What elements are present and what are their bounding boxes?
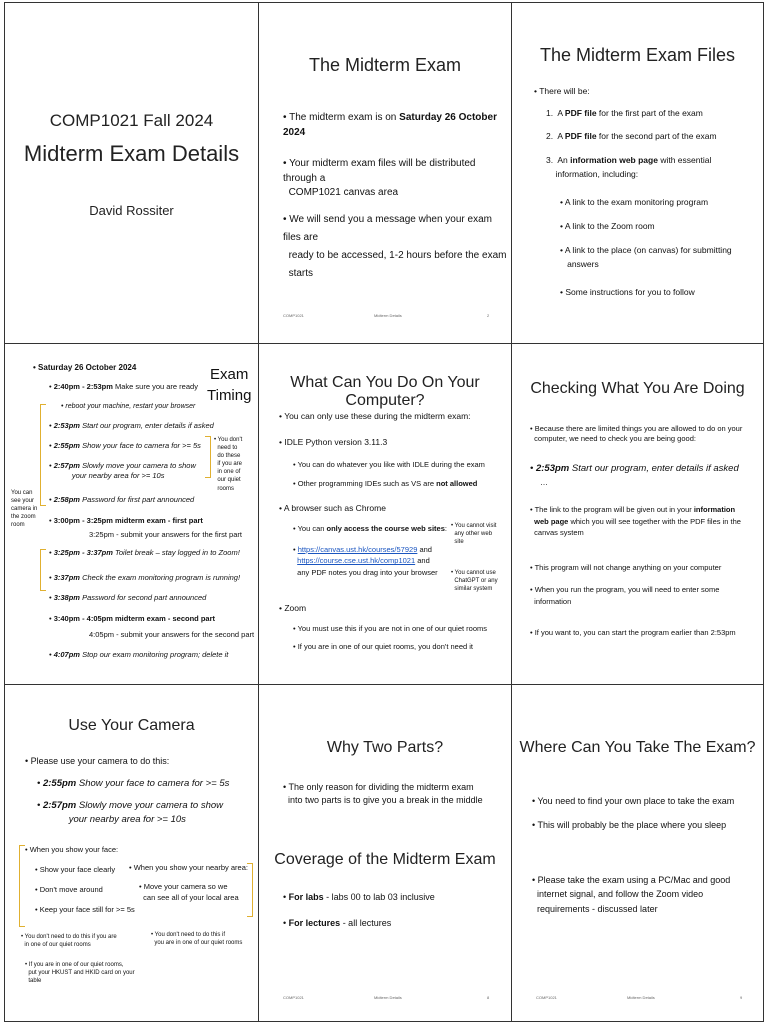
bullet: • There will be: — [534, 86, 590, 96]
bullet: • You need to find your own place to take the exam — [532, 796, 735, 806]
note-line: do these — [214, 453, 241, 460]
note-line: ChatGPT or any — [451, 578, 498, 585]
bullet: • For lectures - all lectures — [283, 918, 392, 928]
author: David Rossiter — [89, 203, 174, 218]
sub-bullet: • You can only access the course web sites: — [293, 524, 447, 533]
timing-row: • 2:55pm Show your face to camera for >= 5s — [49, 441, 201, 450]
bullet: • 2:53pm Start our program, enter details if asked — [530, 463, 739, 474]
quiet-room-note — [214, 436, 242, 493]
footer-course: COMP1021 — [283, 995, 304, 1000]
id-card-note: • If you are in one of our quiet rooms, put your HKUST and HKID card on your table — [25, 962, 135, 985]
bullet: • When you run the program, you will need to enter some information — [530, 585, 720, 606]
course-site-link[interactable]: https://course.cse.ust.hk/comp1021 — [297, 556, 416, 566]
timing-row: • 3:37pm Check the exam monitoring program is running! — [49, 573, 241, 582]
note-line: similar system — [451, 586, 493, 593]
timing-sub: 4:05pm - submit your answers for the second part — [89, 630, 255, 639]
slide-computer-usage — [259, 344, 511, 684]
sub-bullet: • You must use this if you are not in one of our quiet rooms — [293, 624, 487, 633]
course-name: COMP1021 Fall 2024 — [49, 111, 214, 130]
slide-title — [5, 3, 258, 343]
bullet: • If you want to, you can start the program earlier than 2:53pm — [530, 628, 736, 637]
slide-exam-timing — [5, 344, 258, 684]
timing-row: • 2:57pm Slowly move your camera to show your nearby area for >= 10s — [49, 461, 196, 481]
web-site-note — [451, 522, 496, 546]
sub-bullet: • Some instructions for you to follow — [560, 287, 695, 297]
sub-bullet: • A link to the place (on canvas) for submitting answers — [560, 245, 732, 270]
bullet: • The only reason for dividing the midterm exam into two parts is to give you a break in the middle — [283, 782, 483, 806]
sub-bullet: • Show your face clearly — [35, 865, 116, 874]
bracket — [40, 404, 46, 506]
sub-bullet: • Don't move around — [35, 885, 103, 894]
slide-use-camera — [5, 685, 258, 1021]
timing-row: • 3:40pm - 4:05pm midterm exam - second part — [49, 614, 216, 623]
bracket — [247, 863, 253, 917]
sub-bullet: • Move your camera so we can see all of your local area — [139, 882, 239, 903]
sub-bullet: • A link to the exam monitoring program — [560, 197, 709, 207]
slide-title: Checking What You Are Doing — [530, 380, 745, 397]
footer-page: 8 — [487, 995, 490, 1000]
bracket — [205, 436, 211, 478]
list-item: 3. An information web page with essential information, including: — [546, 155, 712, 180]
slide-title: Where Can You Take The Exam? — [519, 739, 756, 756]
sub-bullet: • https://canvas.ust.hk/courses/57929 and https://course.cse.ust.hk/comp1021 and any PDF notes you drag into your browser — [293, 545, 438, 577]
timing-row: • 4:07pm Stop our exam monitoring program; delete it — [49, 650, 229, 659]
bullet: • When you show your nearby area: — [129, 863, 248, 872]
note-line: rooms — [214, 485, 235, 492]
timing-row: • 3:38pm Password for second part announced — [49, 593, 207, 602]
sub-bullet: • Other programming IDEs such as VS are not allowed — [293, 479, 478, 488]
timing-row: • 3:00pm - 3:25pm midterm exam - first part — [49, 516, 203, 525]
note-line: in one of — [214, 469, 241, 476]
slide-title: The Midterm Exam — [308, 55, 462, 75]
slide-title: What Can You Do On Your Computer? — [290, 374, 480, 409]
bullet: • When you show your face: — [25, 845, 119, 854]
ellipsis: … — [540, 478, 548, 487]
bracket — [40, 549, 46, 591]
bullet: • For labs - labs 00 to lab 03 inclusive — [283, 892, 435, 902]
slide-two-parts — [259, 685, 511, 1021]
sub-bullet: • A link to the Zoom room — [560, 221, 655, 231]
note-line: the zoom — [11, 514, 36, 521]
bullet: • Zoom — [279, 603, 307, 613]
timing-heading: Exam Timing — [207, 366, 252, 404]
footer-course: COMP1021 — [283, 313, 304, 318]
bullet: • Please use your camera to do this: — [25, 756, 170, 766]
timing-row: • 3:25pm - 3:37pm Toilet break – stay logged in to Zoom! — [49, 548, 240, 557]
bullet: • This will probably be the place where you sleep — [532, 820, 727, 830]
bullet: • We will send you a message when your exam files are ready to be accessed, 1-2 hours before the exam starts — [283, 214, 507, 279]
note-line: • You cannot use — [451, 570, 496, 576]
note-line: see your — [11, 498, 35, 505]
bullet: • Please take the exam using a PC/Mac and good internet signal, and follow the Zoom video requirements - discussed later — [532, 875, 731, 914]
footer-page: 2 — [487, 313, 490, 318]
sub-bullet: • Keep your face still for >= 5s — [35, 905, 135, 914]
sub-bullet: • You can do whatever you like with IDLE during the exam — [293, 460, 485, 469]
footer-page: 9 — [740, 995, 743, 1000]
exam-date: • Saturday 26 October 2024 — [33, 363, 137, 372]
note-line: need to — [214, 445, 238, 452]
list-item: 1. A PDF file for the first part of the exam — [546, 108, 703, 118]
timing-sub: • reboot your machine, restart your browser — [61, 403, 196, 410]
bullet: • The link to the program will be given out in your information web page which you will see together with the PDF files in the canvas system — [530, 505, 741, 538]
note-line: site — [451, 539, 464, 546]
note-line: if you are — [214, 461, 243, 468]
note-line: our quiet — [214, 477, 241, 484]
timing-row: • 2:53pm Start our program, enter details if asked — [49, 421, 214, 430]
slide-midterm-exam — [259, 3, 511, 343]
bracket — [19, 845, 25, 927]
footer-title: Midterm Details — [374, 313, 402, 318]
note-line: camera in — [11, 506, 38, 513]
quiet-room-note: • You don't need to do this if you are in one of our quiet rooms — [21, 934, 117, 949]
camera-step: • 2:55pm Show your face to camera for >= 5s — [37, 778, 230, 789]
footer-title: Midterm Details — [374, 995, 402, 1000]
footer-title: Midterm Details — [627, 995, 655, 1000]
chatgpt-note — [451, 569, 498, 593]
bullet: • The midterm exam is on Saturday 26 October 2024 — [283, 112, 497, 138]
camera-step: • 2:57pm Slowly move your camera to show your nearby area for >= 10s — [37, 800, 224, 826]
note-line: any other web — [451, 531, 493, 538]
timing-row: • 2:58pm Password for first part announced — [49, 495, 195, 504]
timing-row: • 2:40pm - 2:53pm Make sure you are ready — [49, 382, 198, 391]
note-line: You can — [11, 490, 33, 496]
note-line: • You cannot visit — [451, 523, 497, 529]
slide-title: The Midterm Exam Files — [539, 45, 736, 65]
coverage-title: Coverage of the Midterm Exam — [274, 851, 496, 868]
quiet-room-note: • You don't need to do this if you are in one of our quiet rooms — [151, 932, 243, 947]
slide-checking — [512, 344, 763, 684]
slide-where-exam — [512, 685, 763, 1021]
note-line: • You don't — [214, 437, 243, 443]
bullet: • Your midterm exam files will be distributed through a COMP1021 canvas area — [283, 158, 476, 198]
footer-course: COMP1021 — [536, 995, 557, 1000]
timing-sub: 3:25pm - submit your answers for the first part — [89, 530, 242, 539]
camera-note — [11, 489, 37, 529]
canvas-link[interactable]: https://canvas.ust.hk/courses/57929 — [297, 545, 418, 554]
slide-title: Why Two Parts? — [326, 739, 444, 756]
bullet: • Because there are limited things you are allowed to do on your computer, we need to check you are being good: — [530, 424, 743, 444]
sub-bullet: • If you are in one of our quiet rooms, you don't need it — [293, 642, 474, 651]
bullet: • A browser such as Chrome — [279, 503, 386, 513]
note-line: room — [11, 522, 25, 529]
bullet: • You can only use these during the midterm exam: — [279, 411, 471, 421]
deck-title: Midterm Exam Details — [23, 141, 240, 166]
bullet: • IDLE Python version 3.11.3 — [279, 437, 388, 447]
bullet: • This program will not change anything on your computer — [530, 563, 722, 572]
list-item: 2. A PDF file for the second part of the exam — [546, 131, 717, 141]
slide-title: Use Your Camera — [68, 717, 195, 734]
slide-exam-files — [512, 3, 763, 343]
slide-grid — [4, 2, 764, 1022]
